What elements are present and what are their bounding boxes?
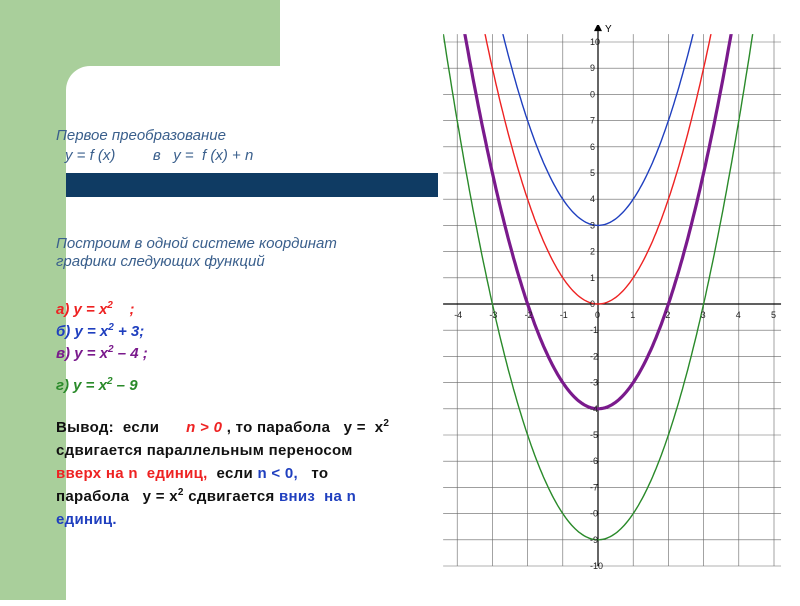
slide-title bbox=[56, 126, 253, 166]
conclusion-shift-up: вверх на n единиц, bbox=[56, 465, 208, 482]
function-b-base: б) y = x bbox=[56, 323, 109, 340]
y-tick-label: 5 bbox=[590, 168, 596, 178]
y-tick-label: -3 bbox=[590, 377, 599, 388]
function-b-rest: + 3; bbox=[113, 323, 145, 340]
x-tick-label: 0 bbox=[595, 310, 601, 320]
function-c-base: в) y = x bbox=[56, 345, 109, 362]
function-a bbox=[56, 299, 148, 321]
conclusion-condition-positive: n > 0 bbox=[186, 419, 223, 436]
x-tick-label: 4 bbox=[735, 310, 741, 320]
y-tick-label: 0 bbox=[590, 89, 596, 100]
parabola-chart bbox=[430, 25, 800, 570]
y-tick-label: -7 bbox=[590, 482, 599, 493]
conclusion-part-3: , то парабола y = x bbox=[222, 419, 384, 436]
x-tick-label: -2 bbox=[524, 310, 533, 320]
conclusion-part-1: Вывод: если bbox=[56, 419, 187, 436]
y-tick-label: -1 bbox=[590, 325, 599, 336]
x-tick-label: 2 bbox=[665, 310, 671, 320]
function-d-base: г) y = x bbox=[56, 377, 107, 394]
x-tick-label: 5 bbox=[771, 310, 777, 320]
parabola-series bbox=[430, 25, 777, 409]
parabola-series bbox=[430, 25, 774, 304]
y-tick-label: -5 bbox=[590, 430, 599, 440]
function-list bbox=[56, 299, 148, 365]
title-line-2: y = f (x) в y = f (x) + n bbox=[65, 147, 254, 164]
y-tick-label: -0 bbox=[590, 508, 599, 519]
title-divider-bar bbox=[66, 173, 438, 197]
x-tick-label: -3 bbox=[489, 310, 498, 320]
function-b bbox=[56, 321, 148, 343]
conclusion-part-7: если bbox=[207, 465, 258, 482]
y-tick-label: 6 bbox=[590, 141, 596, 152]
y-tick-label: 1 bbox=[590, 272, 596, 283]
y-tick-label: 7 bbox=[590, 115, 596, 126]
y-axis-label: Y bbox=[605, 25, 612, 36]
y-tick-label: 10 bbox=[590, 37, 601, 47]
conclusion-exponent-1: 2 bbox=[383, 418, 390, 429]
y-tick-label: 3 bbox=[590, 220, 596, 231]
function-b-exponent: 2 bbox=[108, 322, 114, 333]
conclusion-condition-negative: n < 0, bbox=[257, 465, 299, 482]
conclusion-part-11: сдвигается bbox=[183, 488, 280, 505]
function-c bbox=[56, 343, 148, 365]
y-tick-label: 9 bbox=[590, 63, 596, 74]
x-tick-label: 1 bbox=[630, 310, 636, 320]
x-tick-label: -1 bbox=[559, 310, 568, 320]
parabola-series bbox=[430, 25, 777, 540]
y-tick-label: -2 bbox=[590, 351, 599, 362]
function-d bbox=[56, 377, 138, 394]
function-d-rest: – 9 bbox=[112, 377, 138, 394]
chart-axes bbox=[443, 25, 781, 566]
function-a-rest: ; bbox=[112, 301, 135, 318]
x-tick-label: 3 bbox=[700, 310, 706, 320]
conclusion-shift-down: вниз на n единиц. bbox=[56, 488, 361, 528]
y-tick-label: -10 bbox=[590, 561, 604, 570]
intro-text: Построим в одной системе координат графики следующих функций bbox=[56, 235, 337, 270]
conclusion-part-9: то парабола y = x bbox=[56, 465, 333, 505]
function-d-exponent: 2 bbox=[106, 376, 113, 387]
title-line-1: Первое преобразование bbox=[56, 127, 226, 144]
y-tick-label: -6 bbox=[590, 456, 599, 467]
y-tick-label: -9 bbox=[590, 534, 599, 545]
function-a-base: а) y = x bbox=[56, 301, 108, 318]
y-axis-arrow bbox=[594, 25, 602, 31]
x-tick-label: -4 bbox=[454, 310, 463, 320]
y-tick-label: 4 bbox=[590, 194, 596, 205]
conclusion-part-5: сдвигается параллельным переносом bbox=[56, 419, 394, 459]
function-c-rest: – 4 ; bbox=[113, 345, 148, 362]
chart-curves bbox=[430, 25, 777, 540]
function-a-exponent: 2 bbox=[107, 300, 113, 311]
y-tick-label: 0 bbox=[590, 299, 596, 309]
conclusion-text bbox=[56, 416, 401, 531]
function-c-exponent: 2 bbox=[108, 344, 114, 355]
y-tick-label: -4 bbox=[590, 403, 599, 414]
conclusion-exponent-2: 2 bbox=[177, 487, 184, 498]
y-tick-label: 2 bbox=[590, 246, 596, 257]
